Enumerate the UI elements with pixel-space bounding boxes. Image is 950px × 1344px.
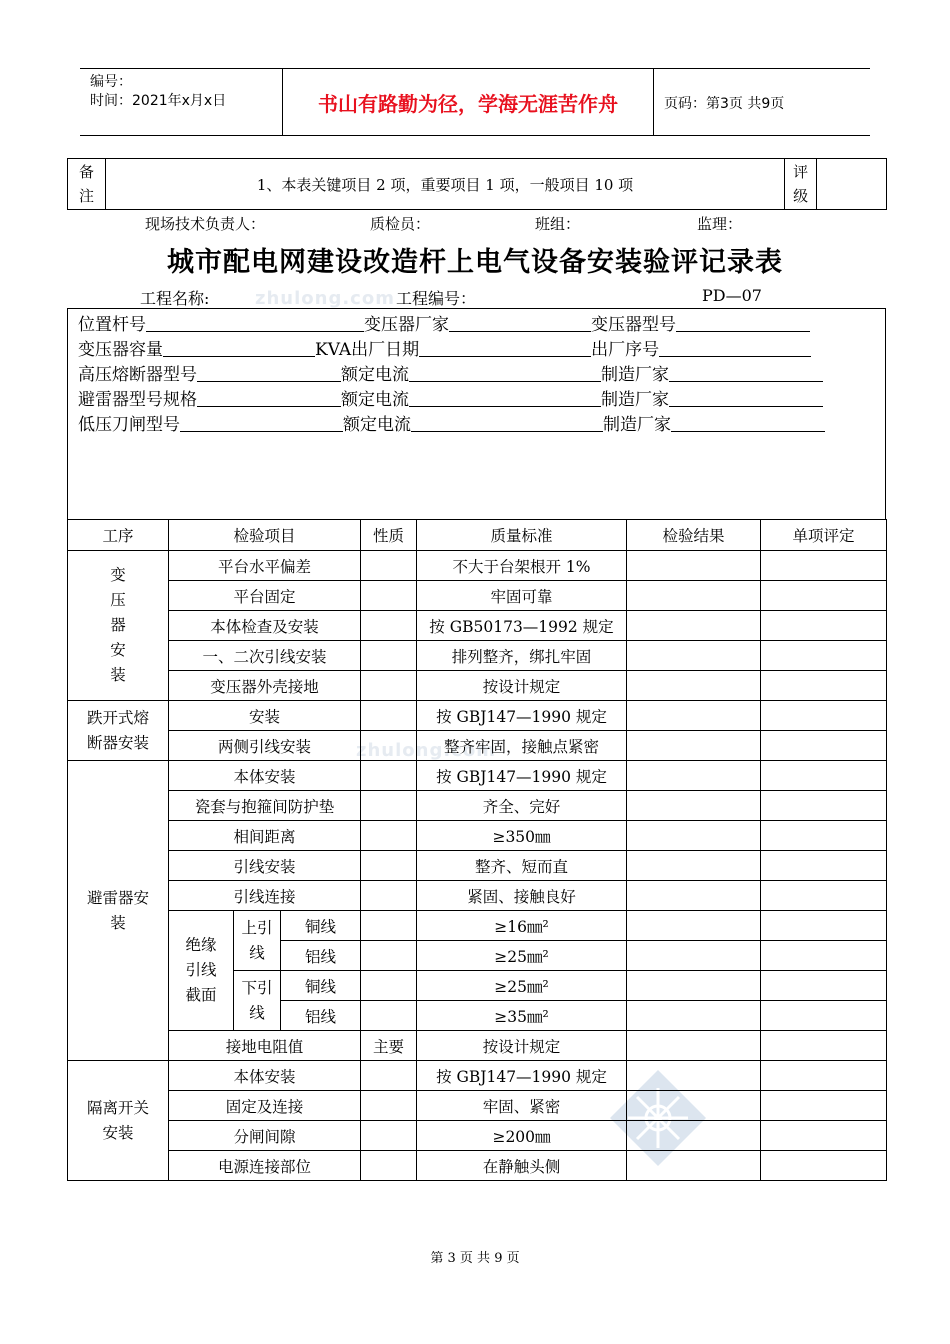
result-cell[interactable] — [627, 851, 761, 881]
switch-rated-current-field[interactable] — [411, 414, 603, 432]
group-transformer: 变 压 器 安 装 — [68, 551, 169, 701]
watermark-text: zhulong.com — [255, 288, 395, 309]
header-meta — [80, 69, 282, 136]
group-isolator: 隔离开关 安装 — [68, 1061, 169, 1181]
tech-lead-label: 现场技术负责人： — [145, 215, 266, 233]
rating-cell[interactable] — [761, 851, 887, 881]
result-cell[interactable] — [627, 611, 761, 641]
rating-cell[interactable] — [761, 551, 887, 581]
page-header — [80, 68, 870, 136]
group-lower-lead: 下引 线 — [234, 971, 281, 1031]
transformer-maker-field[interactable] — [449, 314, 591, 332]
watermark-text-2: zhulong.com — [356, 740, 496, 761]
table-row: 下引 线 铜线 ≥25㎜² — [68, 971, 887, 1001]
team-label: 班组： — [535, 215, 581, 233]
group-arrester: 避雷器安 装 — [68, 761, 169, 1061]
rating-cell[interactable] — [761, 791, 887, 821]
result-cell[interactable] — [627, 1121, 761, 1151]
table-row: 引线安装 整齐、短而直 — [68, 851, 887, 881]
arrester-rated-current-field[interactable] — [409, 389, 601, 407]
result-cell[interactable] — [627, 551, 761, 581]
project-number-label: 工程编号： — [396, 289, 477, 308]
rating-cell[interactable] — [761, 941, 887, 971]
rating-cell[interactable] — [761, 671, 887, 701]
result-cell[interactable] — [627, 791, 761, 821]
info-line-4: 避雷器型号规格 额定电流 制造厂家 — [78, 388, 885, 413]
result-cell[interactable] — [627, 881, 761, 911]
rating-cell[interactable] — [761, 1151, 887, 1181]
arrester-spec-field[interactable] — [197, 389, 341, 407]
table-row: 引线连接 紧固、接触良好 — [68, 881, 887, 911]
col-rating: 单项评定 — [761, 520, 887, 551]
rating-label: 评 级 — [785, 159, 817, 210]
table-row: 铝线 ≥35㎜² — [68, 1001, 887, 1031]
arrester-manufacturer-field[interactable] — [669, 389, 823, 407]
col-result: 检验结果 — [627, 520, 761, 551]
table-row: 变压器外壳接地 按设计规定 — [68, 671, 887, 701]
table-row: 变 压 器 安 装 平台水平偏差 不大于台架根开 1% — [68, 551, 887, 581]
result-cell[interactable] — [627, 731, 761, 761]
col-nature: 性质 — [361, 520, 417, 551]
time-label: 时间：2021年x月x日 — [90, 93, 227, 109]
rating-cell[interactable] — [761, 971, 887, 1001]
hv-fuse-model-field[interactable] — [197, 364, 341, 382]
table-row: 两侧引线安装 整齐牢固，接触点紧密 — [68, 731, 887, 761]
serial-number-field[interactable] — [659, 339, 811, 357]
result-cell[interactable] — [627, 671, 761, 701]
table-row: 接地电阻值 主要 按设计规定 — [68, 1031, 887, 1061]
rating-cell[interactable] — [761, 821, 887, 851]
group-upper-lead: 上引 线 — [234, 911, 281, 971]
result-cell[interactable] — [627, 1061, 761, 1091]
rating-cell[interactable] — [761, 731, 887, 761]
result-cell[interactable] — [627, 581, 761, 611]
equipment-info-box — [67, 308, 886, 520]
group-fuse: 跌开式熔 断器安装 — [68, 701, 169, 761]
capacity-field[interactable] — [163, 339, 315, 357]
rating-value[interactable] — [817, 159, 887, 210]
qc-inspector-label: 质检员： — [370, 215, 431, 233]
supervisor-label: 监理： — [697, 215, 743, 233]
rating-cell[interactable] — [761, 701, 887, 731]
result-cell[interactable] — [627, 701, 761, 731]
factory-date-field[interactable] — [419, 339, 591, 357]
table-row: 本体检查及安装 按 GB50173—1992 规定 — [68, 611, 887, 641]
info-line-3: 高压熔断器型号 额定电流 制造厂家 — [78, 363, 885, 388]
switch-manufacturer-field[interactable] — [671, 414, 825, 432]
result-cell[interactable] — [627, 911, 761, 941]
result-cell[interactable] — [627, 1031, 761, 1061]
table-row: 避雷器安 装 本体安装 按 GBJ147—1990 规定 — [68, 761, 887, 791]
table-row: 一、二次引线安装 排列整齐，绑扎牢固 — [68, 641, 887, 671]
rating-cell[interactable] — [761, 1091, 887, 1121]
table-row: 跌开式熔 断器安装 安装 按 GBJ147—1990 规定 — [68, 701, 887, 731]
table-row: 瓷套与抱箍间防护垫 齐全、完好 — [68, 791, 887, 821]
col-standard: 质量标准 — [417, 520, 627, 551]
rating-cell[interactable] — [761, 641, 887, 671]
remark-label: 备 注 — [68, 159, 106, 210]
info-line-2: 变压器容量 KVA出厂日期 出厂序号 — [78, 338, 885, 363]
result-cell[interactable] — [627, 1151, 761, 1181]
remark-table — [67, 158, 887, 210]
header-motto: 书山有路勤为径，学海无涯苦作舟 — [282, 69, 654, 136]
table-row: 绝缘 引线 截面 上引 线 铜线 ≥16㎜² — [68, 911, 887, 941]
rating-cell[interactable] — [761, 1001, 887, 1031]
transformer-model-field[interactable] — [676, 314, 810, 332]
inspection-table — [67, 519, 887, 1181]
rating-cell[interactable] — [761, 611, 887, 641]
rating-cell[interactable] — [761, 911, 887, 941]
fuse-manufacturer-field[interactable] — [669, 364, 823, 382]
remark-text: 1、本表关键项目 2 项，重要项目 1 项，一般项目 10 项 — [105, 159, 784, 210]
rating-cell[interactable] — [761, 1031, 887, 1061]
header-page-number: 页码：第3页 共9页 — [664, 95, 785, 112]
col-process: 工序 — [68, 520, 169, 551]
project-info-row — [140, 286, 780, 308]
info-line-1: 位置杆号 变压器厂家 变压器型号 — [78, 313, 885, 338]
rating-cell[interactable] — [761, 1121, 887, 1151]
result-cell[interactable] — [627, 761, 761, 791]
table-row: 电源连接部位 在静触头侧 — [68, 1151, 887, 1181]
table-row: 相间距离 ≥350㎜ — [68, 821, 887, 851]
table-row: 固定及连接 牢固、紧密 — [68, 1091, 887, 1121]
table-header-row — [68, 520, 887, 551]
project-name-label: 工程名称: — [140, 289, 210, 308]
table-row: 隔离开关 安装 本体安装 按 GBJ147—1990 规定 — [68, 1061, 887, 1091]
form-code: PD—07 — [702, 286, 762, 305]
rating-cell[interactable] — [761, 1061, 887, 1091]
col-item: 检验项目 — [169, 520, 361, 551]
rating-cell[interactable] — [761, 881, 887, 911]
info-line-5: 低压刀闸型号 额定电流 制造厂家 — [78, 413, 885, 438]
page-footer: 第 3 页 共 9 页 — [430, 1251, 520, 1266]
result-cell[interactable] — [627, 1001, 761, 1031]
page-title: 城市配电网建设改造杆上电气设备安装验评记录表 — [167, 247, 783, 278]
rating-cell[interactable] — [761, 581, 887, 611]
table-row: 平台固定 牢固可靠 — [68, 581, 887, 611]
signature-row — [145, 213, 845, 235]
group-insulation: 绝缘 引线 截面 — [169, 911, 234, 1031]
result-cell[interactable] — [627, 971, 761, 1001]
pole-number-field[interactable] — [146, 314, 364, 332]
result-cell[interactable] — [627, 821, 761, 851]
lv-switch-model-field[interactable] — [180, 414, 343, 432]
result-cell[interactable] — [627, 1091, 761, 1121]
table-row: 分闸间隙 ≥200㎜ — [68, 1121, 887, 1151]
result-cell[interactable] — [627, 941, 761, 971]
rating-cell[interactable] — [761, 761, 887, 791]
code-label: 编号： — [90, 74, 132, 90]
fuse-rated-current-field[interactable] — [409, 364, 601, 382]
table-row: 铝线 ≥25㎜² — [68, 941, 887, 971]
result-cell[interactable] — [627, 641, 761, 671]
